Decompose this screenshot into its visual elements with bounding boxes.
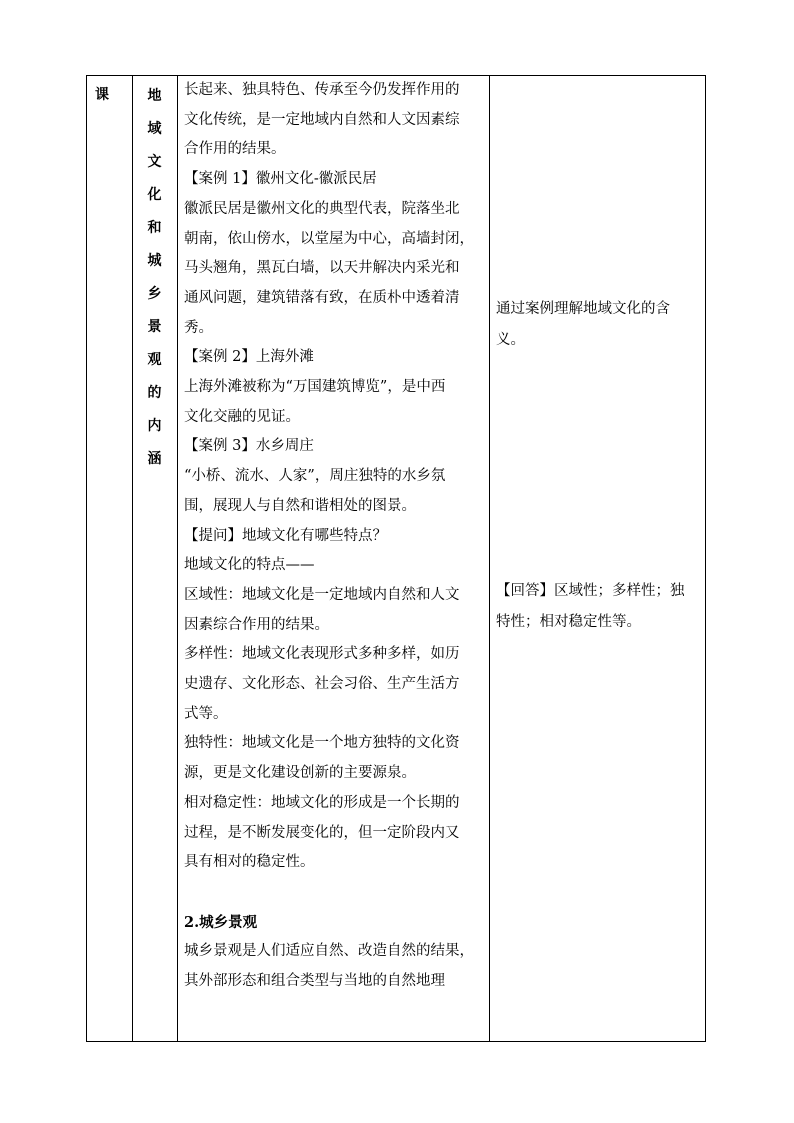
purpose-line: 义。 bbox=[496, 332, 525, 348]
topic-title-cell bbox=[132, 76, 177, 1041]
uniqueness-line: 源，更是文化建设创新的主要源泉。 bbox=[184, 765, 416, 782]
topic-title-char: 景 bbox=[147, 319, 162, 335]
lesson-table bbox=[86, 75, 706, 1042]
regional-line: 区域性：地域文化是一定地域内自然和人文 bbox=[184, 586, 460, 603]
case3-line: 围，展现人与自然和谐相处的图景。 bbox=[184, 497, 416, 514]
topic-title-char: 涵 bbox=[147, 451, 162, 467]
topic-title-char: 观 bbox=[147, 352, 162, 368]
diversity-line: 式等。 bbox=[184, 705, 228, 722]
regional-line: 因素综合作用的结果。 bbox=[184, 616, 329, 633]
answer-note bbox=[496, 576, 697, 638]
topic-title-char: 文 bbox=[147, 154, 162, 170]
section2-line: 城乡景观是人们适应自然、改造自然的结果， bbox=[184, 943, 474, 960]
uniqueness-line: 独特性：地域文化是一个地方独特的文化资 bbox=[184, 735, 460, 752]
case3-title: 【案例 3】水乡周庄 bbox=[184, 438, 314, 455]
case2-line: 文化交融的见证。 bbox=[184, 408, 300, 425]
case1-line: 徽派民居是徽州文化的典型代表，院落坐北 bbox=[184, 200, 460, 217]
topic-title-char: 乡 bbox=[147, 286, 162, 302]
section2-line: 其外部形态和组合类型与当地的自然地理 bbox=[184, 973, 445, 990]
design-intent-cell bbox=[489, 76, 707, 1041]
intro-line: 长起来、独具特色、传承至今仍发挥作用的 bbox=[184, 82, 460, 98]
topic-title-char: 内 bbox=[147, 418, 162, 434]
topic-title-vertical bbox=[132, 80, 177, 476]
intro-line: 合作用的结果。 bbox=[184, 141, 286, 158]
stability-line: 具有相对的稳定性。 bbox=[184, 854, 315, 871]
topic-title-char: 和 bbox=[147, 220, 162, 236]
case3-line: “小桥、流水、人家”，周庄独特的水乡氛 bbox=[184, 468, 446, 485]
case1-line: 秀。 bbox=[184, 319, 213, 336]
intro-line: 文化传统，是一定地域内自然和人文因素综 bbox=[184, 111, 460, 128]
lesson-stage-cell bbox=[87, 76, 132, 1041]
stability-line: 相对稳定性：地域文化的形成是一个长期的 bbox=[184, 794, 460, 811]
question-line: 【提问】地域文化有哪些特点？ bbox=[184, 527, 387, 544]
diversity-line: 史遗存、文化形态、社会习俗、生产生活方 bbox=[184, 676, 460, 693]
diversity-line: 多样性：地域文化表现形式多种多样，如历 bbox=[184, 646, 460, 663]
answer-line: 特性；相对稳定性等。 bbox=[496, 614, 641, 630]
stability-line: 过程，是不断发展变化的，但一定阶段内又 bbox=[184, 824, 460, 841]
features-heading: 地域文化的特点—— bbox=[184, 557, 315, 574]
purpose-note bbox=[496, 294, 697, 356]
case1-title: 【案例 1】徽州文化-徽派民居 bbox=[184, 171, 377, 188]
teaching-content bbox=[184, 76, 483, 997]
case2-title: 【案例 2】上海外滩 bbox=[184, 349, 314, 366]
case1-line: 朝南，依山傍水，以堂屋为中心，高墙封闭， bbox=[184, 230, 474, 247]
answer-line: 【回答】区域性；多样性；独 bbox=[496, 583, 685, 599]
case1-line: 通风问题，建筑错落有致，在质朴中透着清 bbox=[184, 289, 460, 306]
section2-heading: 2.城乡景观 bbox=[184, 913, 258, 931]
teaching-content-cell bbox=[177, 76, 489, 1041]
blank-line bbox=[184, 878, 483, 908]
case2-line: 上海外滩被称为“万国建筑博览”，是中西 bbox=[184, 379, 446, 396]
topic-title-char: 的 bbox=[147, 385, 162, 401]
topic-title-char: 城 bbox=[147, 253, 162, 269]
topic-title-char: 化 bbox=[147, 187, 162, 203]
topic-title-char: 地 bbox=[147, 88, 162, 104]
topic-title-char: 域 bbox=[147, 121, 162, 137]
case1-line: 马头翘角，黑瓦白墙，以天井解决内采光和 bbox=[184, 260, 460, 277]
lesson-stage-label: 课 bbox=[95, 87, 109, 103]
purpose-line: 通过案例理解地域文化的含 bbox=[496, 301, 670, 317]
